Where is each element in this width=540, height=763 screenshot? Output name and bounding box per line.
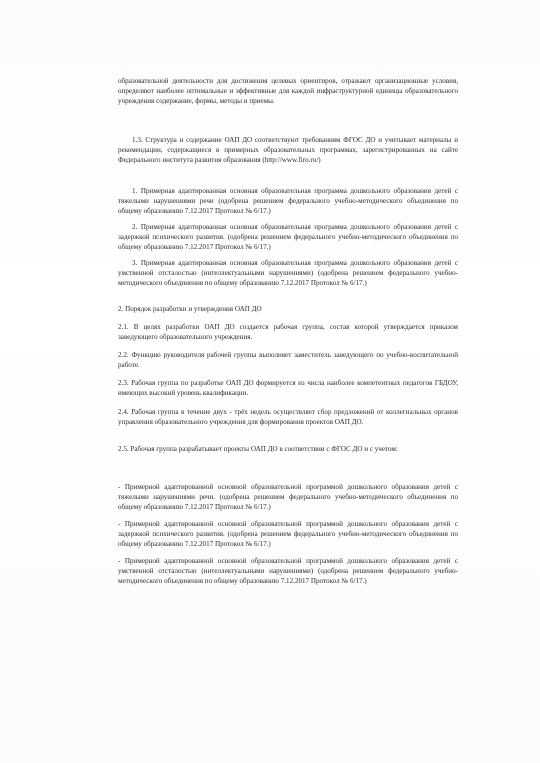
- list-item-program-1: - Примерной адаптированной основной образовательной программой дошкольного образования детей с тяжелыми нарушениями речи. (одобрена решением федерального учебно-методического объединения по общему образованию 7.12.2017 Протокол № 6/17.): [118, 483, 458, 512]
- paragraph-program-3: 3. Примерная адаптированная основная образовательная программа дошкольного образования детей с умственной отсталостью (интеллектуальными нарушениями) (одобрена решением федерального учебно-методического объединения по общему образованию 7.12.2017 Протокол № 6/17.): [118, 259, 458, 288]
- section-heading-2: 2. Порядок разработки и утверждения ОАП ДО: [118, 305, 262, 313]
- paragraph-2-3: 2.3. Рабочая группа по разработке ОАП ДО формируется из числа наиболее компетентных педагогов ГБДОУ, имеющих высокий уровень квалификации.: [118, 379, 458, 398]
- list-item-program-2: - Примерной адаптированной основной образовательной программой дошкольного образования детей с задержкой психического развития. (одобрена решением федерального учебно-методического объединения по общему образованию 7.12.2017 Протокол № 6/17.): [118, 520, 458, 549]
- list-item-program-3: - Примерной адаптированной основной образовательной программой дошкольного образования детей с умственной отсталостью (интеллектуальными нарушениями) (одобрена решением федерального учебно-методического объединения по общему образованию 7.12.2017 Протокол № 6/17.): [118, 557, 458, 586]
- paragraph-2-5: 2.5. Рабочая группа разрабатывает проекты ОАП ДО в соответствии с ФГОС ДО и с учетом:: [118, 445, 398, 453]
- paragraph-program-1: 1. Примерная адаптированная основная образовательная программа дошкольного образования детей с тяжелыми нарушениями речи (одобрена решением федерального учебно-методического объединения по общему образованию 7.12.2017 Протокол № 6/17.): [118, 187, 458, 216]
- paragraph-program-2: 2. Примерная адаптированная основная образовательная программа дошкольного образования детей с задержкой психического развития. (одобрена решением федерального учебно-методического объединения по общему образованию 7.12.2017 Протокол № 6/17.): [118, 223, 458, 252]
- paragraph-2-4: 2.4. Рабочая группа в течение двух - трёх недель осуществляет сбор предложений от коллегиальных органов управления образовательного учреждения для формирования проектов ОАП ДО.: [118, 408, 458, 427]
- paragraph-2-2: 2.2. Функцию руководителя рабочей группы выполняет заместитель заведующего по учебно-воспитательной работе.: [118, 351, 458, 370]
- paragraph-2-1: 2.1. В целях разработки ОАП ДО создается рабочая группа, состав которой утверждается приказом заведующего образовательного учреждения.: [118, 323, 458, 342]
- paragraph-1-3: 1.3. Структура и содержание ОАП ДО соответствуют требованиям ФГОС ДО и учитывает материалы и рекомендации, содержащиеся в примерных образовательных программах, зарегистрированных на сайте Федерального института развития образования (http://www.firo.ru/): [118, 136, 458, 165]
- paragraph-intro: образовательной деятельности для достижения целевых ориентиров, отражают организационные условия, определяют наиболее оптимальные и эффективные для каждой инфраструктурной единицы образовательного учреждения содержание, формы, методы и приемы.: [118, 77, 458, 106]
